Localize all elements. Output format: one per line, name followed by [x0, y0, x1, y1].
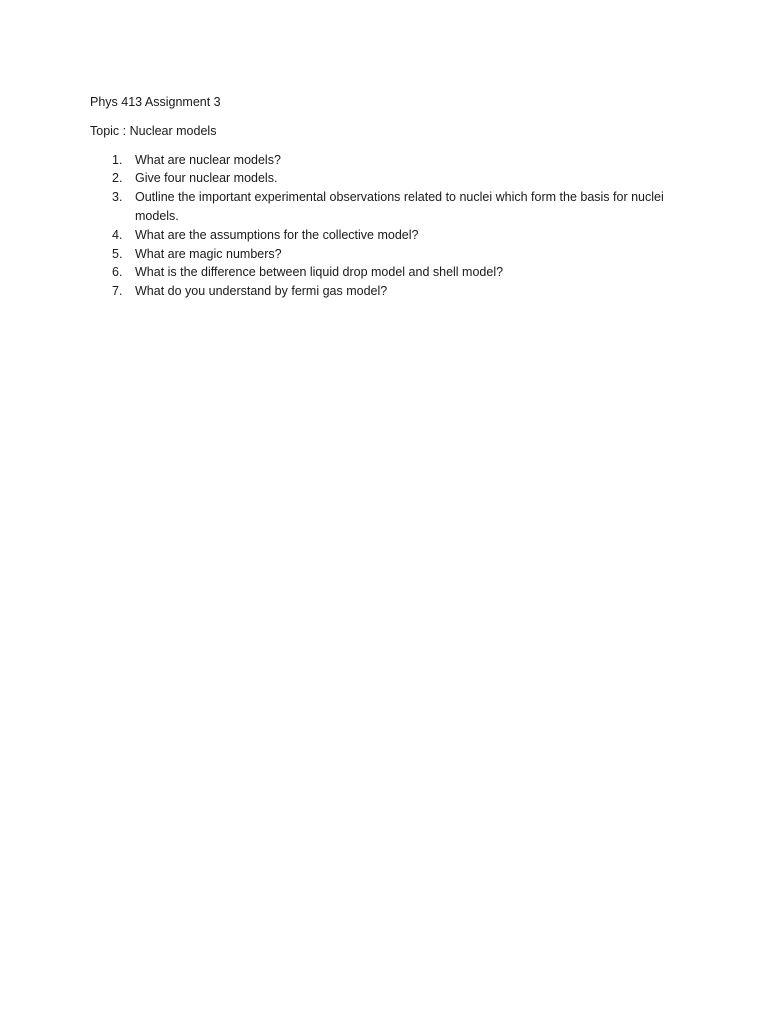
question-number: 1.	[112, 152, 123, 167]
question-number: 3.	[112, 190, 123, 205]
question-text: What are the assumptions for the collective model?	[135, 227, 419, 242]
question-text: What is the difference between liquid drop model and shell model?	[135, 265, 504, 280]
question-text: Outline the important experimental observations related to nuclei which form the basis for nuclei models.	[135, 190, 664, 223]
document-body	[90, 93, 670, 301]
question-number: 2.	[112, 171, 123, 186]
assignment-topic: Topic : Nuclear models	[90, 123, 217, 138]
question-text: What do you understand by fermi gas model?	[135, 284, 388, 299]
question-number: 4.	[112, 227, 123, 242]
question-number: 6.	[112, 265, 123, 280]
list-item	[90, 169, 670, 188]
question-number: 5.	[112, 246, 123, 261]
list-item	[90, 282, 670, 301]
list-item	[90, 226, 670, 245]
list-item	[90, 245, 670, 264]
assignment-title: Phys 413 Assignment 3	[90, 95, 221, 109]
question-text: What are magic numbers?	[135, 246, 282, 261]
question-text: Give four nuclear models.	[135, 171, 278, 186]
list-item	[90, 188, 670, 226]
list-item	[90, 151, 670, 170]
question-text: What are nuclear models?	[135, 152, 281, 167]
list-item	[90, 263, 670, 282]
question-number: 7.	[112, 284, 123, 299]
question-list	[90, 151, 670, 301]
